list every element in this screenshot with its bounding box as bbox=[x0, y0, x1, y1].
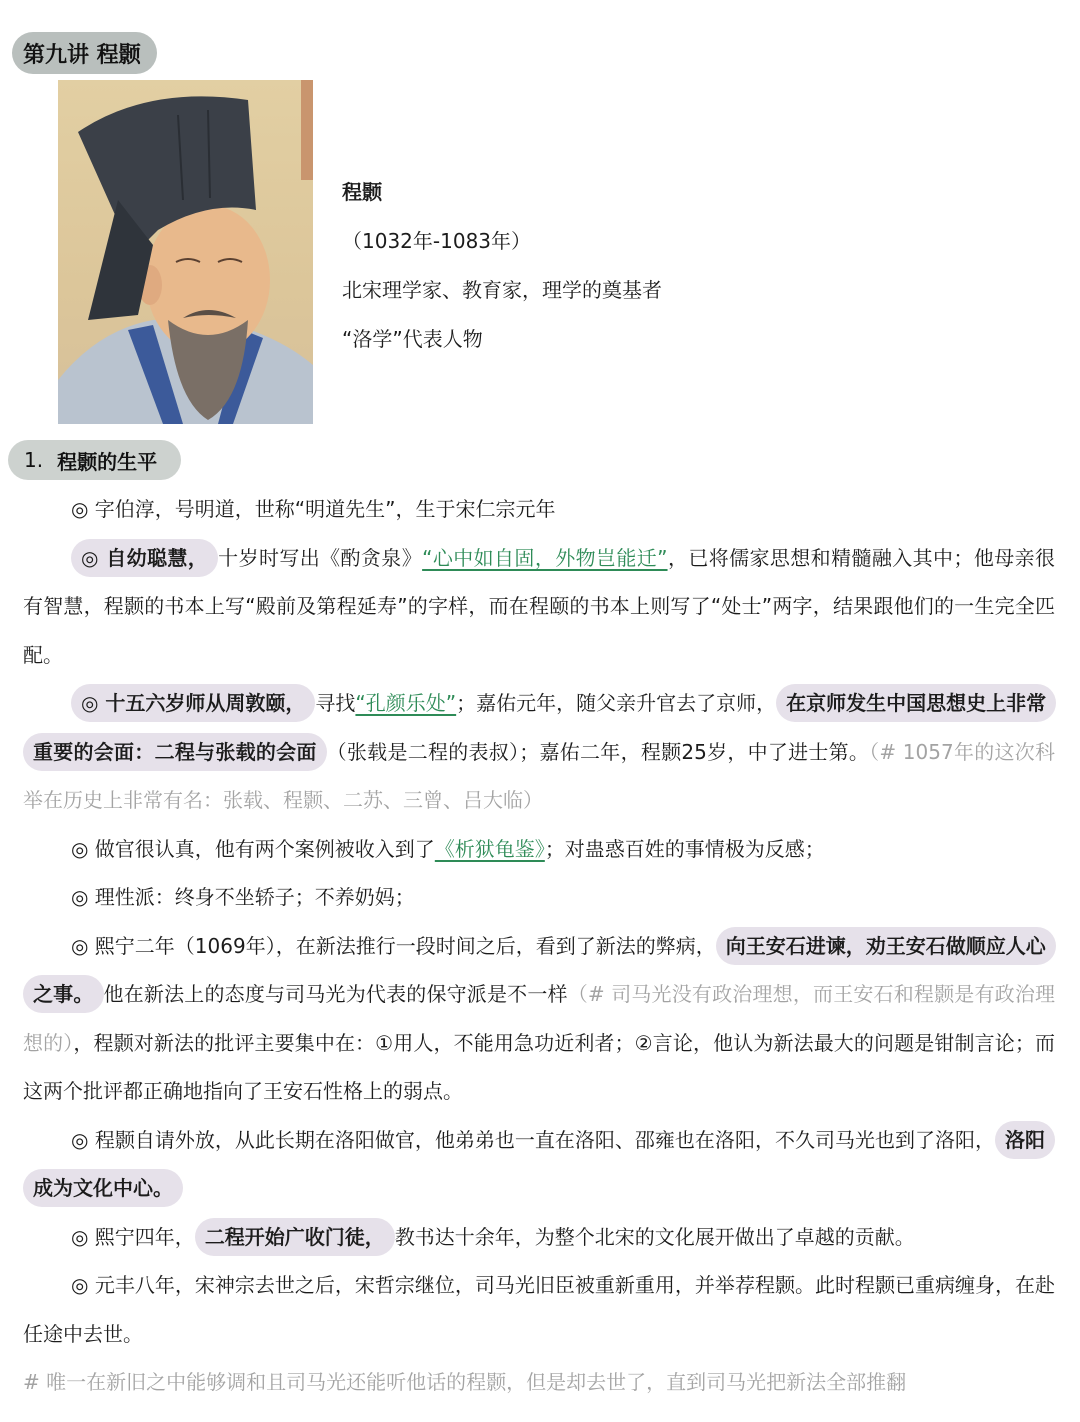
biography-content bbox=[23, 485, 1055, 1407]
section-number: 1. bbox=[24, 448, 44, 472]
paragraph-4 bbox=[23, 825, 1055, 874]
lecture-title: 第九讲 程颢 bbox=[12, 32, 157, 74]
paragraph-1: ◎ 字伯淳，号明道，世称“明道先生”，生于宋仁宗元年 bbox=[71, 497, 556, 521]
text: ◎ 做官很认真，他有两个案例被收入到了 bbox=[71, 836, 435, 861]
paragraph-2 bbox=[23, 534, 1055, 680]
highlight: 洛阳成为文化中心。 bbox=[23, 1121, 1055, 1208]
text: ◎ 熙宁二年（1069年），在新法推行一段时间之后，看到了新法的弊病， bbox=[71, 933, 716, 958]
bio-block bbox=[342, 168, 662, 364]
portrait-image bbox=[58, 80, 313, 424]
paragraph-5: ◎ 理性派：终身不坐轿子；不养奶妈； bbox=[71, 885, 415, 909]
text: ，已将儒家思想和精髓融入其中；他母亲很有智慧，程颢的书本上写“殿前及第程延寿”的字样，而在程颐的书本上则写了“处士”两字，结果跟他们的一生完全匹配。 bbox=[23, 545, 1056, 667]
text: ；嘉佑元年，随父亲升官去了京师， bbox=[456, 691, 777, 715]
note: （# 司马光没有政治理想，而王安石和程颢是有政治理想的） bbox=[23, 982, 1055, 1055]
portrait-painting-icon bbox=[58, 80, 313, 424]
kongyan-link[interactable]: “孔颜乐处” bbox=[355, 691, 457, 715]
paragraph-10-note: # 唯一在新旧之中能够调和且司马光还能听他话的程颢，但是却去世了，直到司马光把新法全部推翻 bbox=[23, 1370, 907, 1394]
note: （# 1057年的这次科举在历史上非常有名：张载、程颢、二苏、三曾、吕大临） bbox=[23, 739, 1055, 812]
highlight: 在京师发生中国思想史上非常重要的会面：二程与张载的会面 bbox=[23, 684, 1056, 771]
text: 十岁时写出《酌贪泉》 bbox=[218, 545, 423, 570]
highlight: 向王安石进谏，劝王安石做顺应人心之事。 bbox=[23, 927, 1056, 1014]
text: ◎ 熙宁四年， bbox=[71, 1224, 195, 1249]
section-heading bbox=[8, 440, 181, 480]
text: （张载是二程的表叔）；嘉佑二年，程颢25岁，中了进士第。 bbox=[326, 739, 870, 764]
text: 寻找 bbox=[315, 691, 356, 715]
text: ；对蛊惑百姓的事情极为反感； bbox=[544, 836, 825, 861]
paragraph-3 bbox=[23, 679, 1055, 825]
highlight: ◎ 自幼聪慧， bbox=[71, 539, 218, 577]
text: ◎ 程颢自请外放，从此长期在洛阳做官，他弟弟也一直在洛阳、邵雍也在洛阳，不久司马光也到了洛阳， bbox=[71, 1127, 995, 1152]
highlight: 二程开始广收门徒， bbox=[195, 1218, 395, 1256]
book-link[interactable]: 《析狱龟鉴》 bbox=[434, 836, 545, 861]
bio-school: “洛学”代表人物 bbox=[342, 327, 483, 351]
bio-years: （1032年-1083年） bbox=[342, 229, 532, 253]
bio-role: 北宋理学家、教育家，理学的奠基者 bbox=[342, 278, 662, 302]
paragraph-8 bbox=[23, 1213, 1055, 1262]
text: 他在新法上的态度与司马光为代表的保守派是不一样 bbox=[103, 982, 568, 1006]
text: 教书达十余年，为整个北宋的文化展开做出了卓越的贡献。 bbox=[394, 1224, 915, 1249]
text: ，程颢对新法的批评主要集中在：①用人，不能用急功近利者；②言论，他认为新法最大的问题是钳制言论；而这两个批评都正确地指向了王安石性格上的弱点。 bbox=[23, 1030, 1056, 1103]
paragraph-6 bbox=[23, 922, 1055, 1116]
highlight: ◎ 十五六岁师从周敦颐， bbox=[71, 684, 315, 722]
poem-link[interactable]: “心中如自固，外物岂能迁” bbox=[422, 545, 668, 570]
bio-name: 程颢 bbox=[342, 180, 382, 204]
paragraph-7 bbox=[23, 1116, 1055, 1213]
paragraph-9: ◎ 元丰八年，宋神宗去世之后，宋哲宗继位，司马光旧臣被重新重用，并举荐程颢。此时程颢已重病缠身，在赴任途中去世。 bbox=[23, 1273, 1055, 1346]
section-title: 程颢的生平 bbox=[57, 449, 158, 474]
